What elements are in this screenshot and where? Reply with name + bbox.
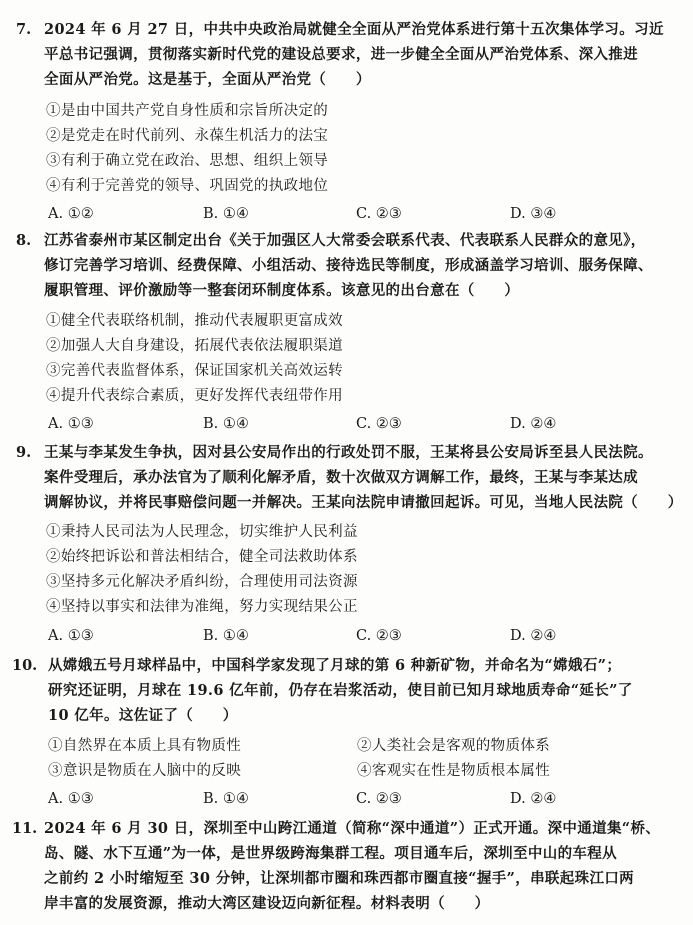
option-4: ④有利于完善党的领导、巩固党的执政地位 — [46, 178, 329, 194]
stem-line: 案件受理后，承办法官为了顺利化解矛盾，数十次做双方调解工作，最终，王某与李某达成 — [44, 469, 638, 486]
stem-line: 从嫦娥五号月球样品中，中国科学家发现了月球的第 6 种新矿物，并命名为“嫦娥石”； — [48, 657, 622, 674]
choice-d[interactable]: D. ②④ — [510, 791, 557, 807]
option-2: ②加强人大自身建设，拓展代表依法履职渠道 — [46, 338, 343, 354]
option-1: ①是由中国共产党自身性质和宗旨所决定的 — [46, 103, 329, 119]
stem-line: 10 亿年。这佐证了（ ） — [48, 707, 238, 724]
choice-a[interactable]: A. ①③ — [48, 628, 94, 644]
option-1: ①自然界在本质上具有物质性 — [48, 738, 242, 754]
choice-a[interactable]: A. ①③ — [48, 416, 94, 432]
option-3: ③坚持多元化解决矛盾纠纷，合理使用司法资源 — [46, 574, 358, 590]
stem-line: 之前约 2 小时缩短至 30 分钟，让深圳都市圈和珠西都市圈直接“握手”，串联起珠江口两 — [44, 870, 635, 887]
stem-line: 研究还证明，月球在 19.6 亿年前，仍存在岩浆活动，使目前已知月球地质寿命“延长”了 — [48, 682, 633, 699]
stem-line: 岛、隧、水下互通”为一体，是世界级跨海集群工程。项目通车后，深圳至中山的车程从 — [44, 845, 617, 862]
question-number: 8. — [16, 232, 32, 249]
choice-c[interactable]: C. ②③ — [356, 628, 402, 644]
option-2: ②人类社会是客观的物质体系 — [357, 738, 551, 754]
option-4: ④提升代表综合素质，更好发挥代表纽带作用 — [46, 388, 343, 404]
option-2: ②是党走在时代前列、永葆生机活力的法宝 — [46, 128, 329, 144]
question-number: 11. — [12, 820, 38, 837]
choice-d[interactable]: D. ③④ — [510, 206, 557, 222]
question-number: 7. — [16, 21, 32, 38]
choice-a[interactable]: A. ①② — [48, 206, 94, 222]
choice-b[interactable]: B. ①④ — [203, 206, 249, 222]
question-number: 9. — [16, 444, 32, 461]
option-1: ①健全代表联络机制，推动代表履职更富成效 — [46, 313, 343, 329]
option-3: ③有利于确立党在政治、思想、组织上领导 — [46, 153, 329, 169]
option-4: ④坚持以事实和法律为准绳，努力实现结果公正 — [46, 599, 358, 615]
choice-b[interactable]: B. ①④ — [203, 791, 249, 807]
stem-line: 修订完善学习培训、经费保障、小组活动、接待选民等制度，形成涵盖学习培训、服务保障、 — [44, 257, 653, 274]
stem-line: 调解协议，并将民事赔偿问题一并解决。王某向法院申请撤回起诉。可见，当地人民法院（ ） — [44, 494, 683, 511]
option-4: ④客观实在性是物质根本属性 — [357, 763, 551, 779]
option-1: ①秉持人民司法为人民理念，切实维护人民利益 — [46, 524, 358, 540]
stem-line: 岸丰富的发展资源，推动大湾区建设迈向新征程。材料表明（ ） — [44, 895, 490, 912]
stem-line: 全面从严治党。这是基于，全面从严治党（ ） — [44, 71, 371, 88]
choice-c[interactable]: C. ②③ — [356, 206, 402, 222]
stem-line: 2024 年 6 月 30 日，深圳至中山跨江通道（简称“深中通道”）正式开通。深中通道集“桥、 — [44, 820, 661, 837]
choice-d[interactable]: D. ②④ — [510, 416, 557, 432]
stem-line: 江苏省泰州市某区制定出台《关于加强区人大常委会联系代表、代表联系人民群众的意见》， — [44, 232, 646, 249]
choice-a[interactable]: A. ①③ — [48, 791, 94, 807]
choice-d[interactable]: D. ②④ — [510, 628, 557, 644]
stem-line: 履职管理、评价激励等一整套闭环制度体系。该意见的出台意在（ ） — [44, 282, 520, 299]
choice-c[interactable]: C. ②③ — [356, 791, 402, 807]
question-number: 10. — [12, 657, 38, 674]
choice-b[interactable]: B. ①④ — [203, 416, 249, 432]
stem-line: 王某与李某发生争执，因对县公安局作出的行政处罚不服，王某将县公安局诉至县人民法院。 — [44, 444, 653, 461]
stem-line: 平总书记强调，贯彻落实新时代党的建设总要求，进一步健全全面从严治党体系、深入推进 — [44, 46, 638, 63]
option-3: ③意识是物质在人脑中的反映 — [48, 763, 242, 779]
choice-c[interactable]: C. ②③ — [356, 416, 402, 432]
stem-line: 2024 年 6 月 27 日，中共中央政治局就健全全面从严治党体系进行第十五次集体学习。习近 — [44, 21, 664, 38]
option-3: ③完善代表监督体系，保证国家机关高效运转 — [46, 363, 343, 379]
choice-b[interactable]: B. ①④ — [203, 628, 249, 644]
option-2: ②始终把诉讼和普法相结合，健全司法救助体系 — [46, 549, 358, 565]
